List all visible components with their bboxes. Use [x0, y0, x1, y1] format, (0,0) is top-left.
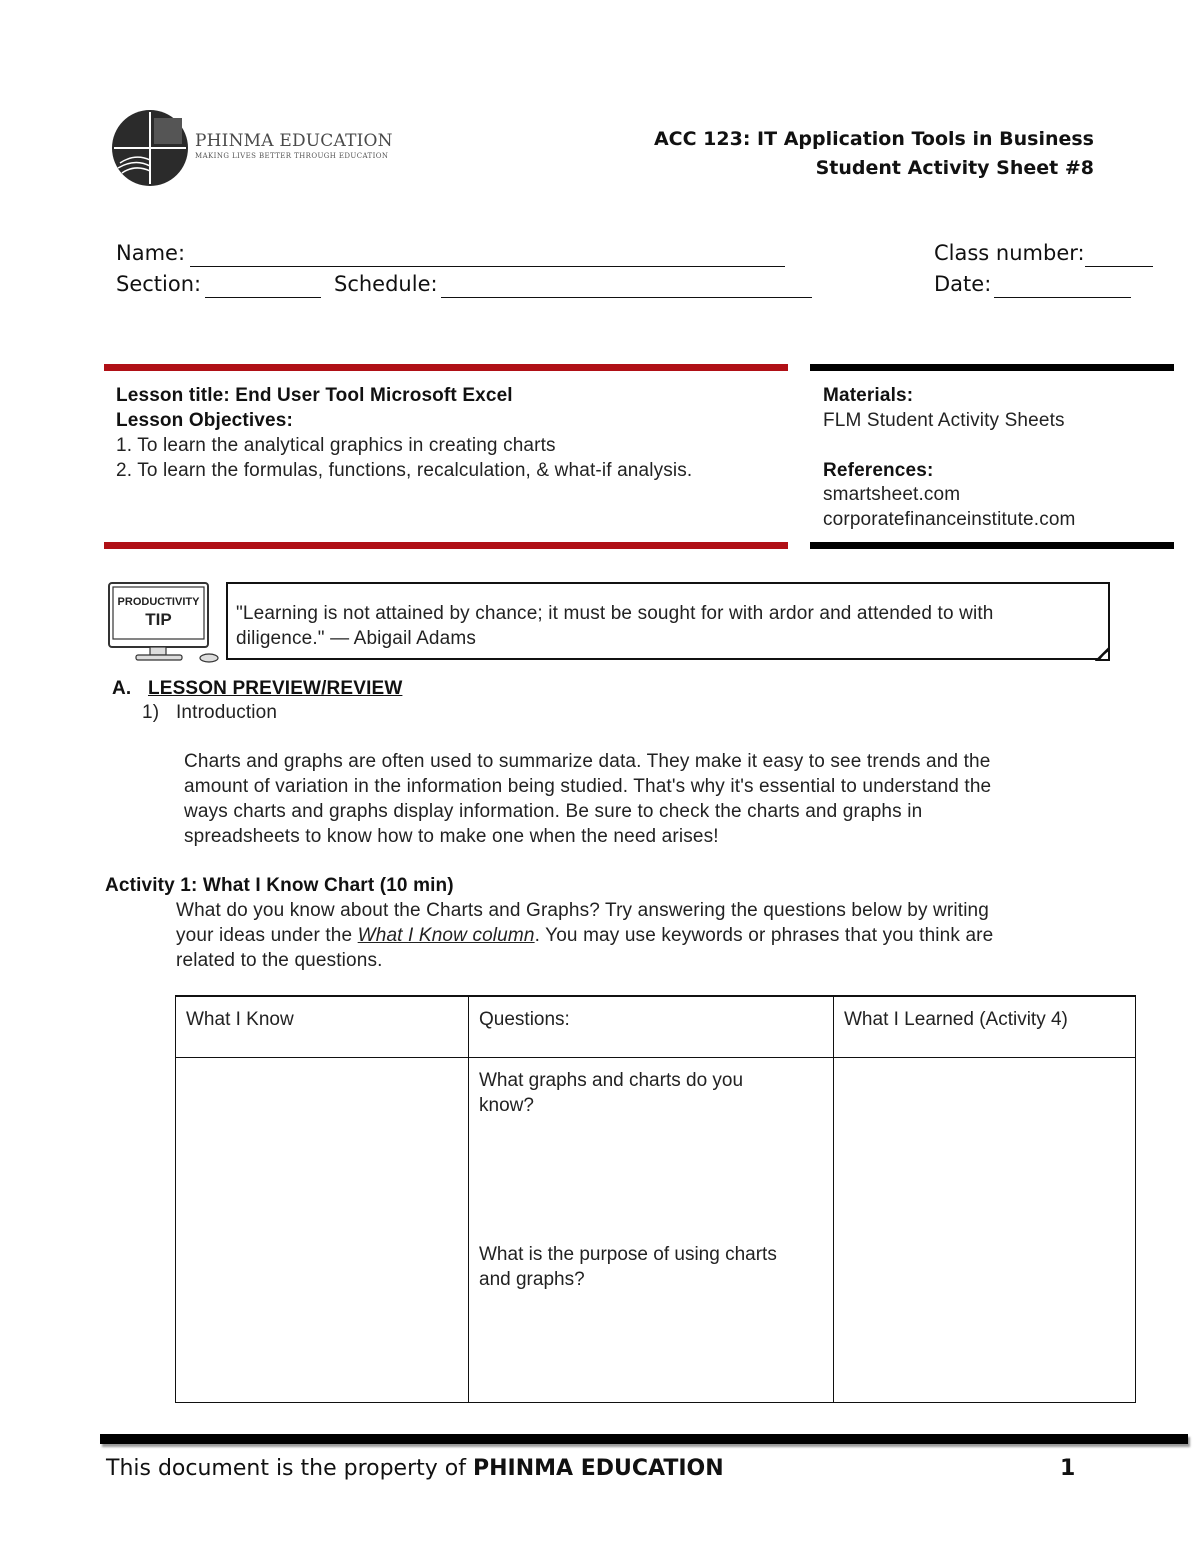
date-field[interactable]: [994, 297, 1131, 298]
activity-1-title: Activity 1: What I Know Chart (10 min): [105, 875, 454, 896]
what-i-learned-cell[interactable]: [834, 1058, 1136, 1403]
logo-tagline: MAKING LIVES BETTER THROUGH EDUCATION: [195, 152, 389, 160]
activity-1-text: your ideas under the: [176, 925, 358, 946]
schedule-label: Schedule:: [334, 272, 438, 296]
tip-badge-line2: TIP: [145, 610, 172, 629]
class-number-field[interactable]: [1085, 266, 1153, 267]
bottom-black-divider: [810, 542, 1174, 549]
section-label: Section:: [116, 272, 202, 296]
productivity-tip-badge: [108, 582, 220, 664]
sheet-title: Student Activity Sheet #8: [815, 157, 1094, 179]
what-i-know-cell[interactable]: [176, 1058, 469, 1403]
footer-text-pre: This document is the property of: [106, 1456, 473, 1481]
quote-line: "Learning is not attained by chance; it must be sought for with ardor and attended to with: [236, 603, 994, 624]
footer-text-bold: PHINMA EDUCATION: [472, 1456, 724, 1481]
bottom-red-divider: [104, 542, 788, 549]
objective-item: 1. To learn the analytical graphics in creating charts: [116, 435, 556, 456]
intro-paragraph-line: Charts and graphs are often used to summarize data. They make it easy to see trends and the: [184, 751, 991, 772]
section-a-heading: LESSON PREVIEW/REVIEW: [148, 678, 403, 699]
intro-number: 1): [142, 702, 160, 723]
lesson-title: Lesson title: End User Tool Microsoft Excel: [116, 385, 513, 406]
course-title: ACC 123: IT Application Tools in Business: [653, 128, 1094, 150]
references-label: References:: [823, 460, 934, 481]
table-row: [176, 1058, 1136, 1403]
question-2-line: and graphs?: [479, 1269, 585, 1290]
page-curl-icon: [1095, 646, 1111, 662]
reference-item: smartsheet.com: [823, 484, 961, 505]
header-what-i-learned: What I Learned (Activity 4): [834, 996, 1136, 1058]
intro-paragraph-line: ways charts and graphs display information. Be sure to check the charts and graphs in: [184, 801, 923, 822]
section-a-letter: A.: [112, 678, 132, 699]
objective-item: 2. To learn the formulas, functions, recalculation, & what-if analysis.: [116, 460, 693, 481]
what-i-know-link: What I Know column: [357, 925, 535, 946]
materials-value: FLM Student Activity Sheets: [823, 410, 1065, 431]
question-2-line: What is the purpose of using charts: [479, 1244, 777, 1265]
name-field[interactable]: [190, 266, 785, 267]
objectives-label: Lesson Objectives:: [116, 410, 293, 431]
questions-cell: [469, 1058, 834, 1403]
what-i-know-table: [175, 995, 1136, 1403]
section-field[interactable]: [205, 297, 321, 298]
table-header-row: [176, 996, 1136, 1058]
activity-1-line: related to the questions.: [176, 950, 383, 971]
class-number-label: Class number:: [934, 241, 1085, 265]
activity-1-line: [176, 923, 993, 948]
reference-item: corporatefinanceinstitute.com: [823, 509, 1076, 530]
intro-paragraph-line: amount of variation in the information being studied. That's why it's essential to understand the: [184, 776, 992, 797]
intro-paragraph-line: spreadsheets to know how to make one when the need arises!: [184, 826, 719, 847]
footer-divider: [100, 1434, 1188, 1444]
header-what-i-know: What I Know: [176, 996, 469, 1058]
materials-label: Materials:: [823, 385, 914, 406]
logo-name: PHINMA EDUCATION: [195, 131, 393, 151]
phinma-logo-icon: [110, 108, 190, 188]
question-1-line: What graphs and charts do you: [479, 1070, 744, 1091]
tip-badge-line1: PRODUCTIVITY: [117, 596, 200, 608]
date-label: Date:: [934, 272, 992, 296]
top-red-divider: [104, 364, 788, 371]
top-black-divider: [810, 364, 1174, 371]
schedule-field[interactable]: [441, 297, 812, 298]
activity-1-text: . You may use keywords or phrases that you think are: [534, 925, 994, 946]
quote-line: diligence." — Abigail Adams: [236, 628, 476, 649]
page-number: 1: [1060, 1456, 1076, 1481]
question-1-line: know?: [479, 1095, 534, 1116]
intro-label: Introduction: [176, 702, 278, 723]
footer-text: [106, 1456, 724, 1481]
header-questions: Questions:: [469, 996, 834, 1058]
name-label: Name:: [116, 241, 186, 265]
activity-1-line: What do you know about the Charts and Graphs? Try answering the questions below by writing: [176, 900, 989, 921]
